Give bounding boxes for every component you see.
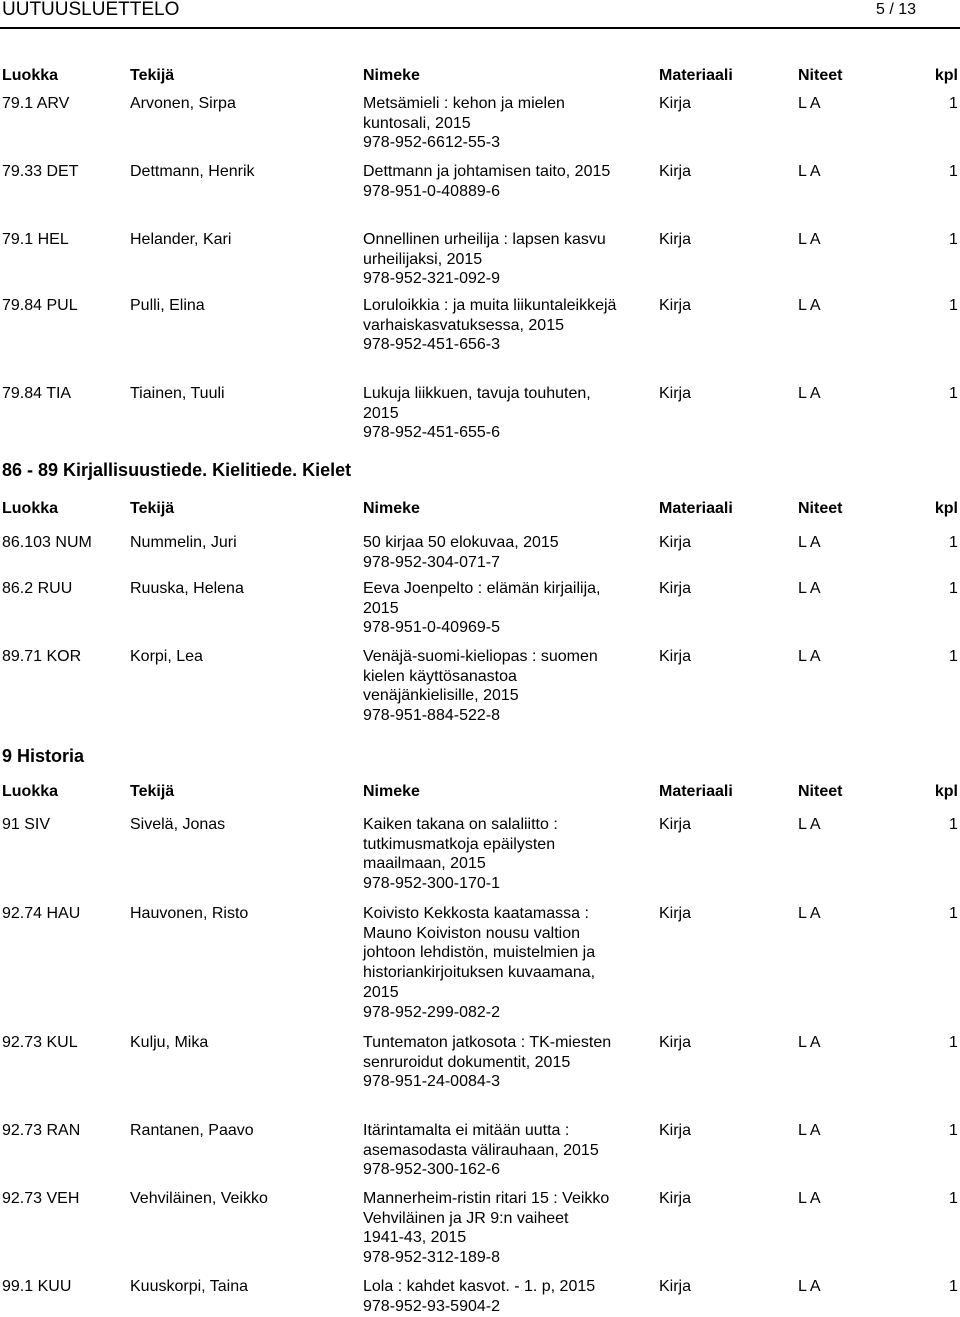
page-number: 5 / 13 xyxy=(875,1,916,18)
cell-niteet: L A xyxy=(798,1034,821,1051)
cell-luokka: 92.73 VEH xyxy=(2,1190,80,1207)
column-header-nimeke: Nimeke xyxy=(363,67,420,84)
cell-nimeke-line: 2015 xyxy=(363,599,399,617)
cell-luokka: 79.1 HEL xyxy=(2,231,69,248)
header-divider xyxy=(0,27,960,29)
cell-materiaali: Kirja xyxy=(659,385,692,402)
cell-niteet: L A xyxy=(798,95,821,112)
cell-nimeke-line: 978-951-24-0084-3 xyxy=(363,1073,500,1091)
cell-luokka: 91 SIV xyxy=(2,816,51,833)
cell-nimeke-line: 978-952-300-162-6 xyxy=(363,1161,500,1179)
cell-nimeke-line: 978-951-0-40889-6 xyxy=(363,182,500,200)
cell-luokka: 79.84 PUL xyxy=(2,297,78,314)
column-header-nimeke: Nimeke xyxy=(363,500,420,517)
cell-nimeke-line: Metsämieli : kehon ja mielen xyxy=(363,95,565,112)
cell-materiaali: Kirja xyxy=(659,816,692,833)
section-heading: 86 - 89 Kirjallisuustiede. Kielitiede. Kielet xyxy=(2,460,352,480)
cell-luokka: 86.2 RUU xyxy=(2,580,73,597)
cell-tekija: Hauvonen, Risto xyxy=(130,905,249,922)
column-header-luokka: Luokka xyxy=(2,67,59,84)
cell-kpl: 1 xyxy=(949,1278,958,1295)
cell-tekija: Kulju, Mika xyxy=(130,1034,209,1051)
cell-niteet: L A xyxy=(798,163,821,180)
cell-tekija: Rantanen, Paavo xyxy=(130,1122,254,1139)
cell-materiaali: Kirja xyxy=(659,163,692,180)
cell-kpl: 1 xyxy=(949,1034,958,1051)
cell-nimeke-line: Mannerheim-ristin ritari 15 : Veikko xyxy=(363,1190,610,1207)
column-header-nimeke: Nimeke xyxy=(363,783,420,800)
cell-luokka: 89.71 KOR xyxy=(2,648,82,665)
cell-kpl: 1 xyxy=(949,95,958,112)
column-header-kpl: kpl xyxy=(934,500,958,517)
cell-nimeke-line: kuntosali, 2015 xyxy=(363,114,471,132)
cell-nimeke-line: varhaiskasvatuksessa, 2015 xyxy=(363,316,564,334)
column-header-materiaali: Materiaali xyxy=(659,67,733,84)
cell-nimeke-line: maailmaan, 2015 xyxy=(363,855,486,873)
cell-materiaali: Kirja xyxy=(659,1190,692,1207)
column-header-luokka: Luokka xyxy=(2,783,59,800)
cell-nimeke-line: Itärintamalta ei mitään uutta : xyxy=(363,1122,570,1139)
cell-kpl: 1 xyxy=(949,297,958,314)
column-header-tekija: Tekijä xyxy=(130,67,175,84)
cell-luokka: 99.1 KUU xyxy=(2,1278,72,1295)
cell-niteet: L A xyxy=(798,385,821,402)
page-title: UUTUUSLUETTELO xyxy=(2,0,180,20)
cell-nimeke-line: Koivisto Kekkosta kaatamassa : xyxy=(363,905,589,922)
cell-luokka: 79.1 ARV xyxy=(2,95,70,112)
column-header-luokka: Luokka xyxy=(2,500,59,517)
cell-nimeke-line: kielen käyttösanastoa xyxy=(363,667,517,685)
column-header-niteet: Niteet xyxy=(798,500,843,517)
cell-nimeke-line: venäjänkielisille, 2015 xyxy=(363,687,519,705)
column-header-materiaali: Materiaali xyxy=(659,500,733,517)
cell-niteet: L A xyxy=(798,1122,821,1139)
cell-niteet: L A xyxy=(798,1190,821,1207)
cell-luokka: 86.103 NUM xyxy=(2,534,92,551)
cell-nimeke-line: 978-952-300-170-1 xyxy=(363,875,500,893)
cell-nimeke-line: 978-951-0-40969-5 xyxy=(363,619,500,637)
cell-tekija: Dettmann, Henrik xyxy=(130,163,255,180)
cell-tekija: Helander, Kari xyxy=(130,231,232,248)
cell-nimeke-line: Tuntematon jatkosota : TK-miesten xyxy=(363,1034,612,1051)
cell-materiaali: Kirja xyxy=(659,648,692,665)
cell-niteet: L A xyxy=(798,905,821,922)
cell-luokka: 79.84 TIA xyxy=(2,385,72,402)
cell-nimeke-line: 978-952-6612-55-3 xyxy=(363,134,500,152)
cell-luokka: 92.73 KUL xyxy=(2,1034,78,1051)
cell-nimeke-line: historiankirjoituksen kuvaamana, xyxy=(363,964,596,982)
cell-nimeke-line: Venäjä-suomi-kieliopas : suomen xyxy=(363,648,598,665)
cell-kpl: 1 xyxy=(949,905,958,922)
cell-nimeke-line: Eeva Joenpelto : elämän kirjailija, xyxy=(363,580,601,597)
cell-nimeke-line: 978-952-321-092-9 xyxy=(363,270,500,288)
cell-tekija: Ruuska, Helena xyxy=(130,580,244,597)
cell-luokka: 92.74 HAU xyxy=(2,905,81,922)
cell-nimeke-line: tutkimusmatkoja epäilysten xyxy=(363,835,556,853)
column-header-niteet: Niteet xyxy=(798,67,843,84)
column-header-niteet: Niteet xyxy=(798,783,843,800)
cell-kpl: 1 xyxy=(949,580,958,597)
cell-niteet: L A xyxy=(798,231,821,248)
cell-tekija: Korpi, Lea xyxy=(130,648,203,665)
column-header-materiaali: Materiaali xyxy=(659,783,733,800)
cell-niteet: L A xyxy=(798,580,821,597)
cell-nimeke-line: Kaiken takana on salaliitto : xyxy=(363,816,558,833)
cell-nimeke-line: urheilijaksi, 2015 xyxy=(363,250,483,268)
cell-materiaali: Kirja xyxy=(659,580,692,597)
cell-nimeke-line: Loruloikkia : ja muita liikuntaleikkejä xyxy=(363,297,617,314)
cell-tekija: Arvonen, Sirpa xyxy=(130,95,236,112)
cell-kpl: 1 xyxy=(949,534,958,551)
cell-niteet: L A xyxy=(798,816,821,833)
column-header-tekija: Tekijä xyxy=(130,783,175,800)
cell-kpl: 1 xyxy=(949,385,958,402)
cell-kpl: 1 xyxy=(949,648,958,665)
cell-niteet: L A xyxy=(798,534,821,551)
cell-tekija: Vehviläinen, Veikko xyxy=(130,1190,268,1207)
cell-nimeke-line: asemasodasta välirauhaan, 2015 xyxy=(363,1141,599,1159)
cell-nimeke-line: 978-952-299-082-2 xyxy=(363,1003,500,1021)
cell-materiaali: Kirja xyxy=(659,534,692,551)
cell-nimeke-line: 2015 xyxy=(363,404,399,422)
cell-materiaali: Kirja xyxy=(659,95,692,112)
cell-nimeke-line: Lola : kahdet kasvot. - 1. p, 2015 xyxy=(363,1278,596,1295)
cell-nimeke-line: Onnellinen urheilija : lapsen kasvu xyxy=(363,231,606,248)
cell-nimeke-line: 978-952-312-189-8 xyxy=(363,1249,500,1267)
cell-nimeke-line: Mauno Koiviston nousu valtion xyxy=(363,924,581,942)
cell-nimeke-line: 978-952-451-656-3 xyxy=(363,336,500,354)
cell-materiaali: Kirja xyxy=(659,1122,692,1139)
cell-nimeke-line: 2015 xyxy=(363,983,399,1001)
cell-kpl: 1 xyxy=(949,231,958,248)
cell-nimeke-line: johtoon lehdistön, muistelmien ja xyxy=(363,944,596,962)
cell-materiaali: Kirja xyxy=(659,905,692,922)
cell-nimeke-line: Vehviläinen ja JR 9:n vaiheet xyxy=(363,1209,569,1227)
cell-niteet: L A xyxy=(798,1278,821,1295)
cell-nimeke-line: 978-952-93-5904-2 xyxy=(363,1297,500,1315)
cell-materiaali: Kirja xyxy=(659,1034,692,1051)
cell-materiaali: Kirja xyxy=(659,1278,692,1295)
cell-nimeke-line: 50 kirjaa 50 elokuvaa, 2015 xyxy=(363,534,559,551)
cell-kpl: 1 xyxy=(949,163,958,180)
column-header-kpl: kpl xyxy=(934,67,958,84)
cell-tekija: Tiainen, Tuuli xyxy=(130,385,225,402)
column-header-tekija: Tekijä xyxy=(130,500,175,517)
cell-tekija: Kuuskorpi, Taina xyxy=(130,1278,248,1295)
cell-materiaali: Kirja xyxy=(659,297,692,314)
cell-nimeke-line: 978-952-451-655-6 xyxy=(363,424,500,442)
cell-kpl: 1 xyxy=(949,816,958,833)
cell-niteet: L A xyxy=(798,648,821,665)
cell-nimeke-line: senruroidut dokumentit, 2015 xyxy=(363,1053,571,1071)
cell-materiaali: Kirja xyxy=(659,231,692,248)
cell-tekija: Pulli, Elina xyxy=(130,297,205,314)
cell-nimeke-line: Dettmann ja johtamisen taito, 2015 xyxy=(363,163,611,180)
cell-niteet: L A xyxy=(798,297,821,314)
cell-tekija: Sivelä, Jonas xyxy=(130,816,226,833)
cell-nimeke-line: 978-951-884-522-8 xyxy=(363,707,500,725)
cell-tekija: Nummelin, Juri xyxy=(130,534,237,551)
cell-luokka: 79.33 DET xyxy=(2,163,79,180)
cell-nimeke-line: Lukuja liikkuen, tavuja touhuten, xyxy=(363,385,591,402)
column-header-kpl: kpl xyxy=(934,783,958,800)
cell-luokka: 92.73 RAN xyxy=(2,1122,81,1139)
cell-kpl: 1 xyxy=(949,1122,958,1139)
cell-nimeke-line: 1941-43, 2015 xyxy=(363,1229,467,1247)
cell-kpl: 1 xyxy=(949,1190,958,1207)
section-heading: 9 Historia xyxy=(2,746,85,766)
cell-nimeke-line: 978-952-304-071-7 xyxy=(363,553,500,571)
